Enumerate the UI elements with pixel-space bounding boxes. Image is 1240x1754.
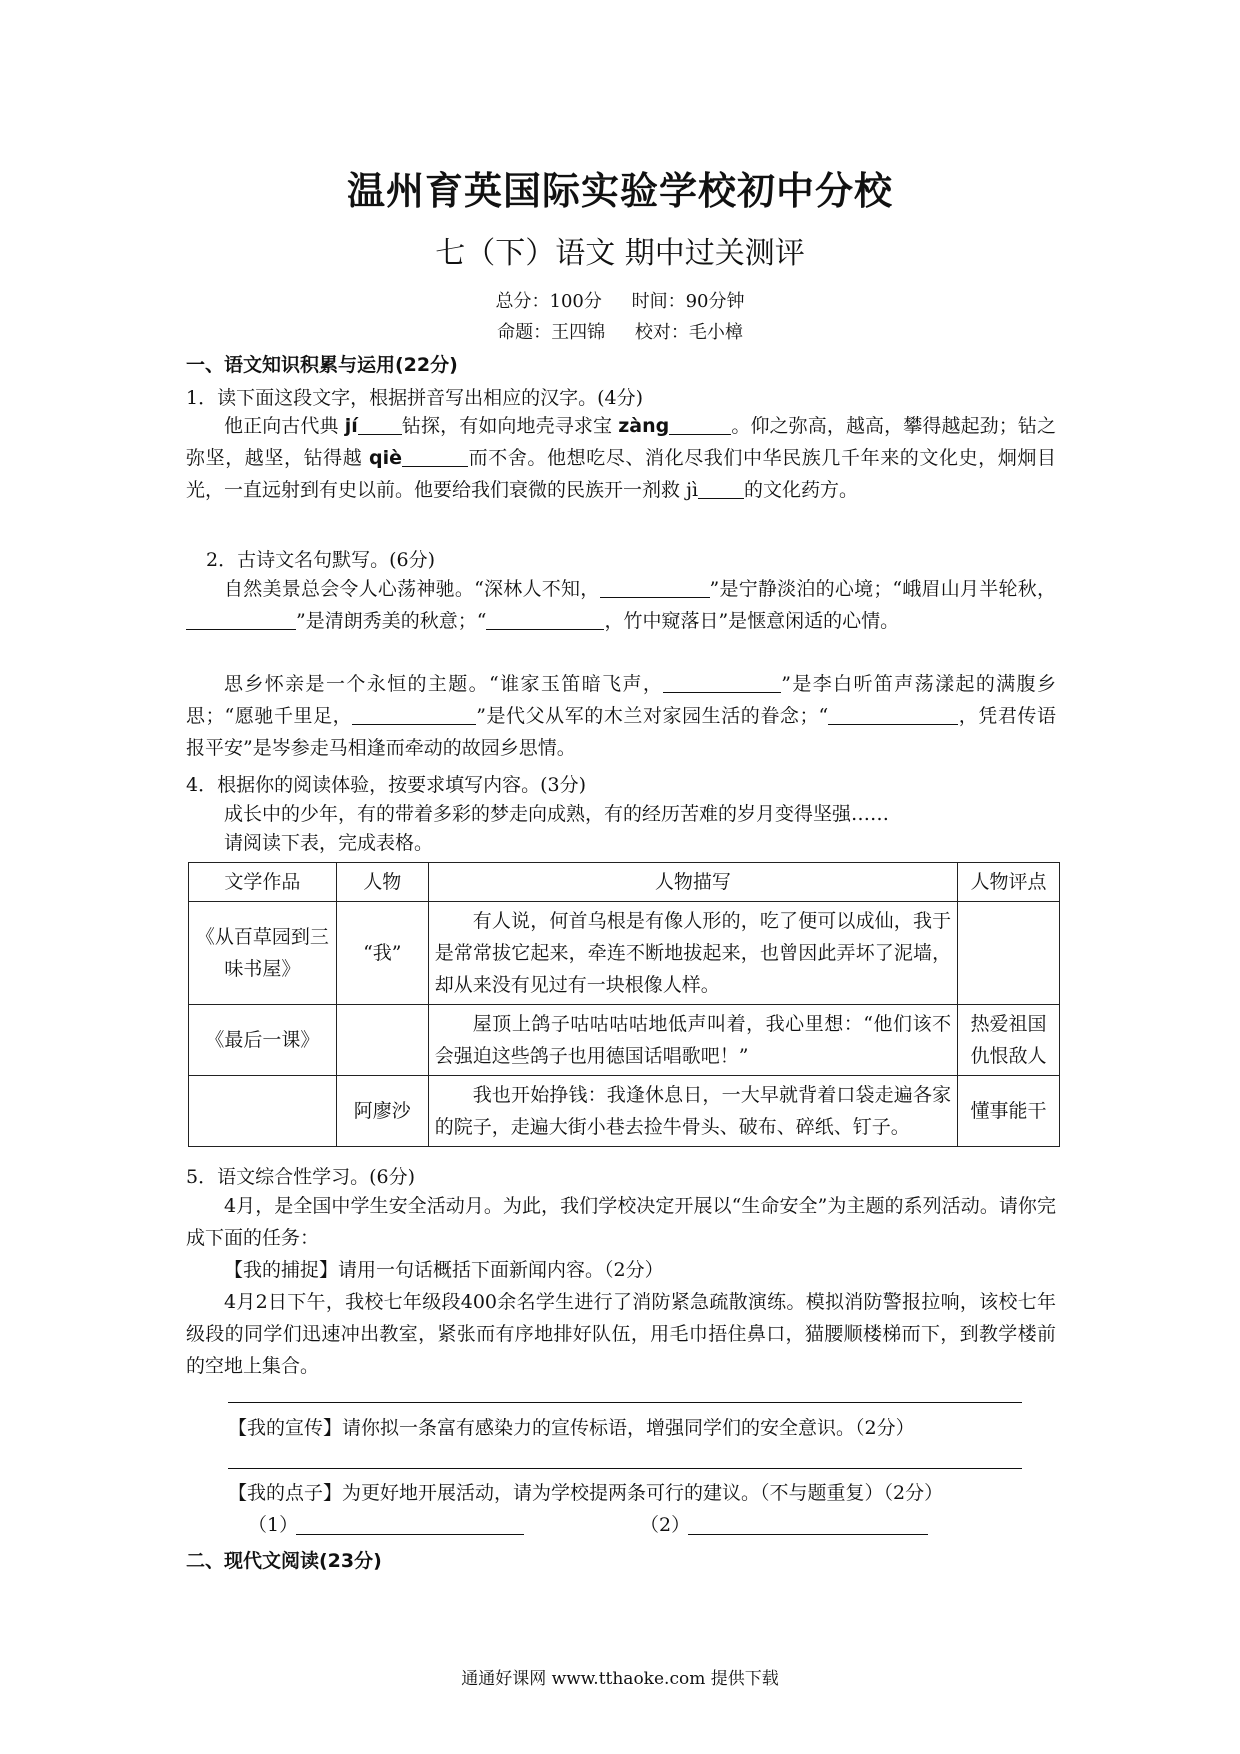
pinyin-2: zàng xyxy=(618,415,670,437)
school-title: 温州育英国际实验学校初中分校 xyxy=(346,169,893,213)
q4-intro: 成长中的少年，有的带着多彩的梦走向成熟，有的经历苦难的岁月变得坚强…… xyxy=(224,803,890,825)
q2-text: ”是清朗秀美的秋意；“ xyxy=(296,610,487,632)
table-row xyxy=(189,902,1060,1005)
cell-description: 屋顶上鸽子咕咕咕咕地低声叫着，我心里想：“他们该不会强迫这些鸽子也用德国话唱歌吧！” xyxy=(428,1005,957,1076)
suggestion-1-label: （1） xyxy=(248,1514,299,1536)
q2-text: ，凭君传语报平安”是岑参走马相逢而牵动的故园乡思情。 xyxy=(186,705,1056,759)
cell-comment-blank[interactable] xyxy=(958,902,1060,1005)
q5-news: 4月2日下午，我校七年级段400余名学生进行了消防紧急疏散演练。模拟消防警报拉响，该校七年级段的同学们迅速冲出教室，紧张而有序地排好队伍，用毛巾捂住鼻口，猫腰顺楼梯而下，到教学楼前的空地上集合。 xyxy=(186,1291,1056,1377)
cell-work: 《从百草园到三味书屋》 xyxy=(189,902,337,1005)
q1-text: 他正向古代典 xyxy=(224,415,339,437)
table-row xyxy=(189,1076,1060,1147)
q2-text: ”是宁静淡泊的心境；“峨眉山月半轮秋， xyxy=(709,578,1056,600)
table-header-row xyxy=(189,863,1060,902)
character-table xyxy=(188,862,1060,1147)
table-row xyxy=(189,1005,1060,1076)
cell-work: 《最后一课》 xyxy=(189,1005,337,1076)
exam-time: 时间：90分钟 xyxy=(631,291,745,312)
q4-title: 4．根据你的阅读体验，按要求填写内容。(3分) xyxy=(186,774,587,796)
poem-blank-2[interactable] xyxy=(186,609,296,630)
q1-title: 1．读下面这段文字，根据拼音写出相应的汉字。(4分) xyxy=(186,387,644,409)
proofreader: 校对：毛小樟 xyxy=(634,322,743,343)
header-comment: 人物评点 xyxy=(958,863,1060,902)
poem-blank-1[interactable] xyxy=(600,577,710,598)
section2-heading: 二、现代文阅读(23分) xyxy=(186,1550,382,1572)
cell-comment: 热爱祖国仇恨敌人 xyxy=(958,1005,1060,1076)
blank-4[interactable] xyxy=(698,478,744,499)
cell-description: 有人说，何首乌根是有像人形的，吃了便可以成仙，我于是常常拔它起来，牵连不断地拔起来，也曾因此弄坏了泥墙，却从来没有见过有一块根像人样。 xyxy=(428,902,957,1005)
suggestion-1-line[interactable] xyxy=(296,1534,524,1535)
cell-work-blank[interactable] xyxy=(189,1076,337,1147)
cell-person: “我” xyxy=(336,902,428,1005)
exam-meta-authors xyxy=(0,318,1240,344)
section1-heading: 一、语文知识积累与运用(22分) xyxy=(186,354,458,376)
header-work: 文学作品 xyxy=(189,863,337,902)
q2-paragraph-1 xyxy=(186,573,1056,637)
author: 命题：王四锦 xyxy=(497,322,606,343)
q2-text: ，竹中窥落日”是惬意闲适的心情。 xyxy=(604,610,900,632)
q5-task3: 【我的点子】为更好地开展活动，请为学校提两条可行的建议。（不与题重复）（2分） xyxy=(228,1482,944,1504)
poem-blank-3[interactable] xyxy=(486,609,604,630)
q1-text: 。仰之弥高，越高，攀得越起劲；钻之弥坚，越坚，钻得越 xyxy=(186,415,1056,469)
q2-text: 自然美景总会令人心荡神驰。“深林人不知， xyxy=(224,578,600,600)
pinyin-4: jì xyxy=(686,479,699,501)
cell-comment: 懂事能干 xyxy=(958,1076,1060,1147)
poem-blank-4[interactable] xyxy=(663,672,781,693)
blank-2[interactable] xyxy=(669,414,731,435)
footer-credit: 通通好课网 www.tthaoke.com 提供下载 xyxy=(461,1669,779,1689)
exam-title: 七（下）语文 期中过关测评 xyxy=(435,236,805,271)
q5-task2: 【我的宣传】请你拟一条富有感染力的宣传标语，增强同学们的安全意识。（2分） xyxy=(228,1417,915,1439)
q2-text: 思乡怀亲是一个永恒的主题。“谁家玉笛暗飞声， xyxy=(224,673,664,695)
q2-title: 2．古诗文名句默写。(6分) xyxy=(206,549,436,571)
cell-person: 阿廖沙 xyxy=(336,1076,428,1147)
blank-3[interactable] xyxy=(402,446,468,467)
cell-description: 我也开始挣钱：我逢休息日，一大早就背着口袋走遍各家的院子，走遍大街小巷去捡牛骨头、破布、碎纸、钉子。 xyxy=(428,1076,957,1147)
cell-person-blank[interactable] xyxy=(336,1005,428,1076)
poem-blank-5[interactable] xyxy=(352,704,476,725)
q2-paragraph-2 xyxy=(186,668,1056,764)
suggestion-2-line[interactable] xyxy=(688,1534,928,1535)
total-score: 总分：100分 xyxy=(495,291,602,312)
pinyin-3: qiè xyxy=(369,447,403,469)
q1-paragraph xyxy=(186,410,1056,506)
answer-line-2[interactable] xyxy=(228,1468,1022,1469)
q5-task1: 【我的捕捉】请用一句话概括下面新闻内容。（2分） xyxy=(224,1259,664,1281)
exam-meta-score xyxy=(0,287,1240,313)
poem-blank-6[interactable] xyxy=(828,704,958,725)
q5-title: 5．语文综合性学习。(6分) xyxy=(186,1166,416,1188)
q1-text: 而不舍。他想吃尽、消化尽我们中华民族几千年来的文化史，炯炯目光，一直远射到有史以前。他要给我们衰微的民族开一剂救 xyxy=(186,447,1056,501)
suggestion-2-label: （2） xyxy=(640,1514,691,1536)
q1-text: 的文化药方。 xyxy=(744,479,859,501)
header-description: 人物描写 xyxy=(428,863,957,902)
pinyin-1: jí xyxy=(344,415,358,437)
q2-text: ”是代父从军的木兰对家园生活的眷念；“ xyxy=(476,705,829,727)
answer-line-1[interactable] xyxy=(228,1402,1022,1403)
q5-intro: 4月，是全国中学生安全活动月。为此，我们学校决定开展以“生命安全”为主题的系列活动。请你完成下面的任务： xyxy=(186,1195,1056,1249)
q4-instruction: 请阅读下表，完成表格。 xyxy=(224,832,434,854)
q2-text: ”是李白听笛声荡漾起的满腹乡思；“愿驰千里足， xyxy=(186,673,1057,727)
header-person: 人物 xyxy=(336,863,428,902)
blank-1[interactable] xyxy=(358,414,402,435)
q1-text: 钻探，有如向地壳寻求宝 xyxy=(401,415,613,437)
